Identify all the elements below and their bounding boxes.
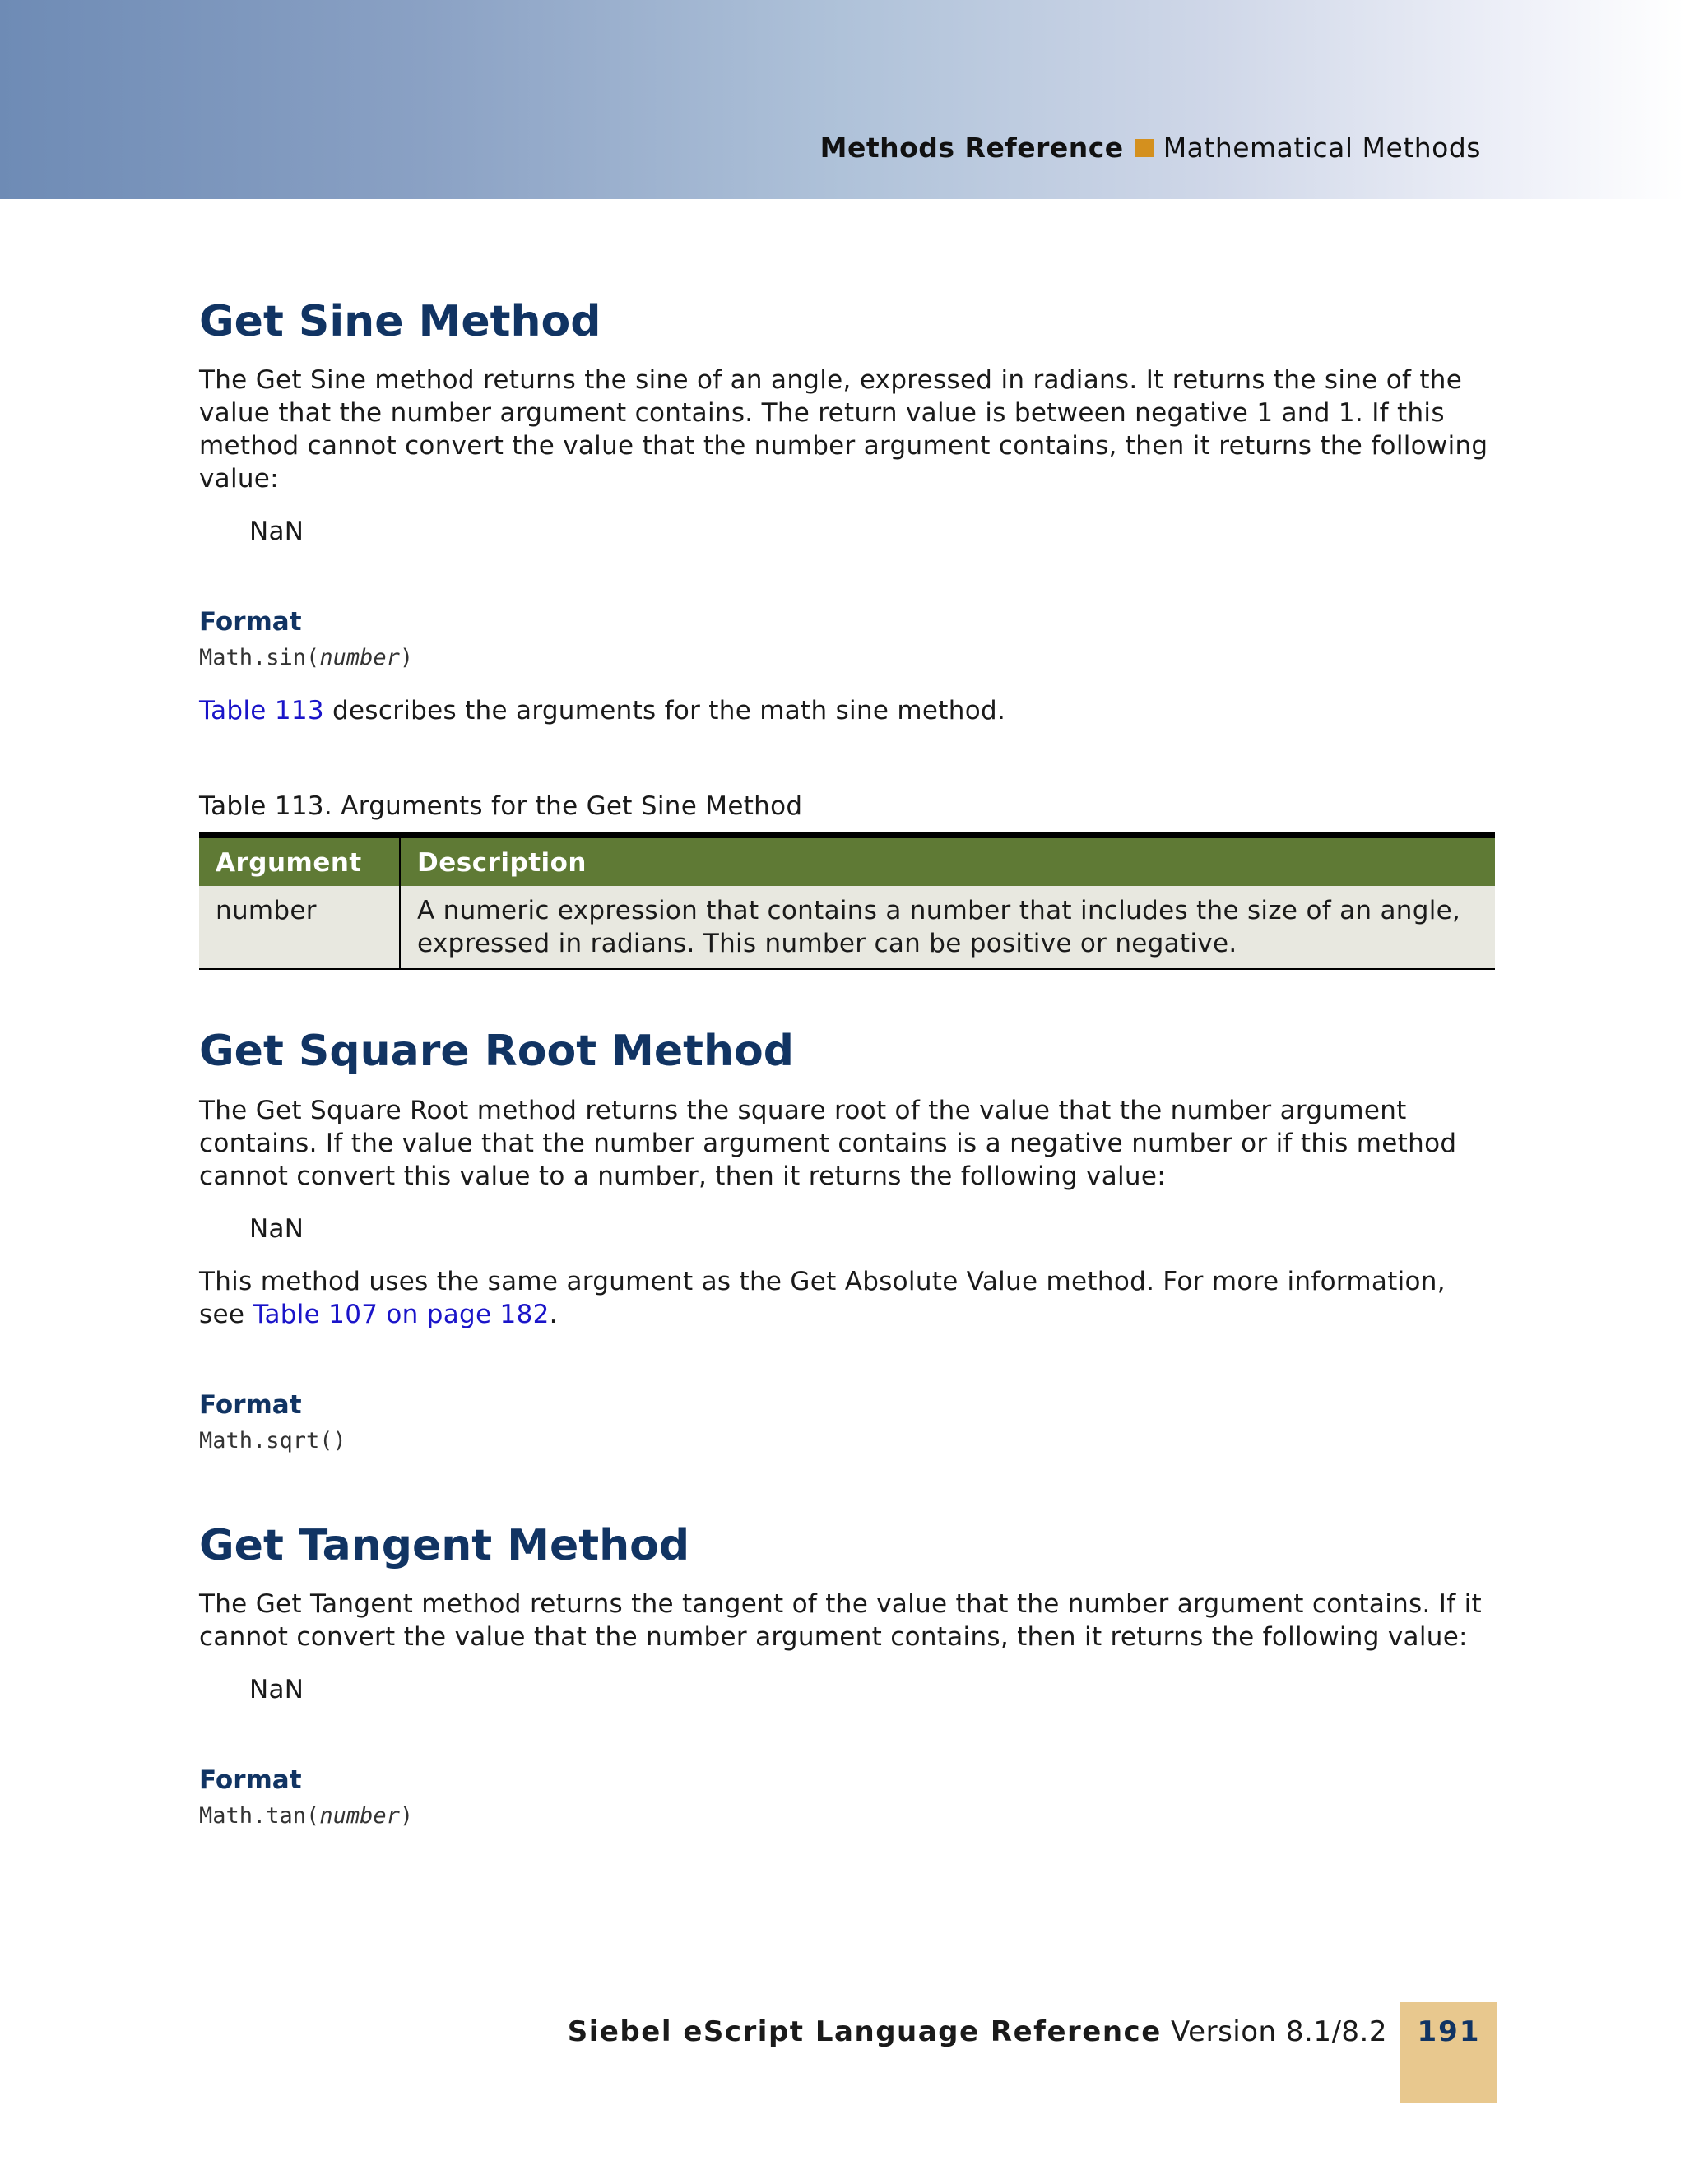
table-cell-argument: number xyxy=(199,886,400,969)
tangent-return-value: NaN xyxy=(249,1675,304,1705)
sqrt-note xyxy=(199,1265,1495,1331)
sqrt-title: Get Square Root Method xyxy=(199,1027,794,1077)
sqrt-format-heading: Format xyxy=(199,1389,302,1420)
sqrt-return-value: NaN xyxy=(249,1213,304,1244)
tangent-format-code xyxy=(199,1800,1495,1833)
table-header-row xyxy=(199,836,1495,887)
table-header-argument: Argument xyxy=(199,836,400,887)
sine-format-heading: Format xyxy=(199,607,302,638)
sine-code-suffix: ) xyxy=(399,645,414,671)
sqrt-format-code: Math.sqrt() xyxy=(199,1427,346,1454)
table-caption: Table 113. Arguments for the Get Sine Method xyxy=(199,791,803,822)
page-content xyxy=(199,296,1495,1833)
sqrt-note-text: This method uses the same argument as the Get Absolute Value method. For more information, see xyxy=(199,1266,1446,1329)
sine-format-code xyxy=(199,642,1495,675)
tangent-code-suffix: ) xyxy=(399,1803,414,1829)
sine-description: The Get Sine method returns the sine of an angle, expressed in radians. It returns the sine of the value that the number argument contains. The return value is between negative 1 and 1. If this method cannot convert the value that the number argument contains, then it returns the following value: xyxy=(199,365,1488,494)
footer-book-title: Siebel eScript Language Reference xyxy=(567,2015,1162,2048)
sqrt-note-end: . xyxy=(549,1299,558,1329)
sine-code-prefix: Math.sin( xyxy=(199,645,320,671)
table-cell-description: A numeric expression that contains a number that includes the size of an angle, expressed in radians. This number can be positive or negative. xyxy=(400,886,1495,969)
tangent-title: Get Tangent Method xyxy=(199,1520,690,1570)
sine-title: Get Sine Method xyxy=(199,297,601,346)
tangent-description: The Get Tangent method returns the tangent of the value that the number argument contains. If it cannot convert the value that the number argument contains, then it returns the following value: xyxy=(199,1589,1482,1653)
page-footer xyxy=(568,2007,1387,2056)
arguments-table xyxy=(199,832,1495,970)
header-square-icon xyxy=(1135,139,1154,157)
table-107-link[interactable]: Table 107 on page 182 xyxy=(253,1299,550,1329)
sqrt-description: The Get Square Root method returns the square root of the value that the number argument contains. If the value that the number argument contains is a negative number or if this method cannot convert this value to a number, then it returns the following value: xyxy=(199,1095,1457,1191)
running-header xyxy=(820,132,1481,164)
table-row xyxy=(199,886,1495,969)
header-banner xyxy=(0,0,1685,199)
header-section: Methods Reference xyxy=(819,132,1124,164)
sine-return-value: NaN xyxy=(249,517,304,547)
page-number: 191 xyxy=(1417,2015,1481,2048)
tangent-code-prefix: Math.tan( xyxy=(199,1803,320,1829)
table-header-description: Description xyxy=(400,836,1495,887)
header-subsection: Mathematical Methods xyxy=(1163,132,1481,164)
tangent-format-heading: Format xyxy=(199,1765,302,1796)
footer-version: Version 8.1/8.2 xyxy=(1161,2015,1387,2048)
table-113-link[interactable]: Table 113 xyxy=(199,696,324,726)
sine-table-reference-text: describes the arguments for the math sine method. xyxy=(323,696,1006,726)
tangent-code-arg: number xyxy=(319,1803,400,1829)
sine-code-arg: number xyxy=(319,645,400,671)
sine-table-reference xyxy=(199,694,1495,727)
